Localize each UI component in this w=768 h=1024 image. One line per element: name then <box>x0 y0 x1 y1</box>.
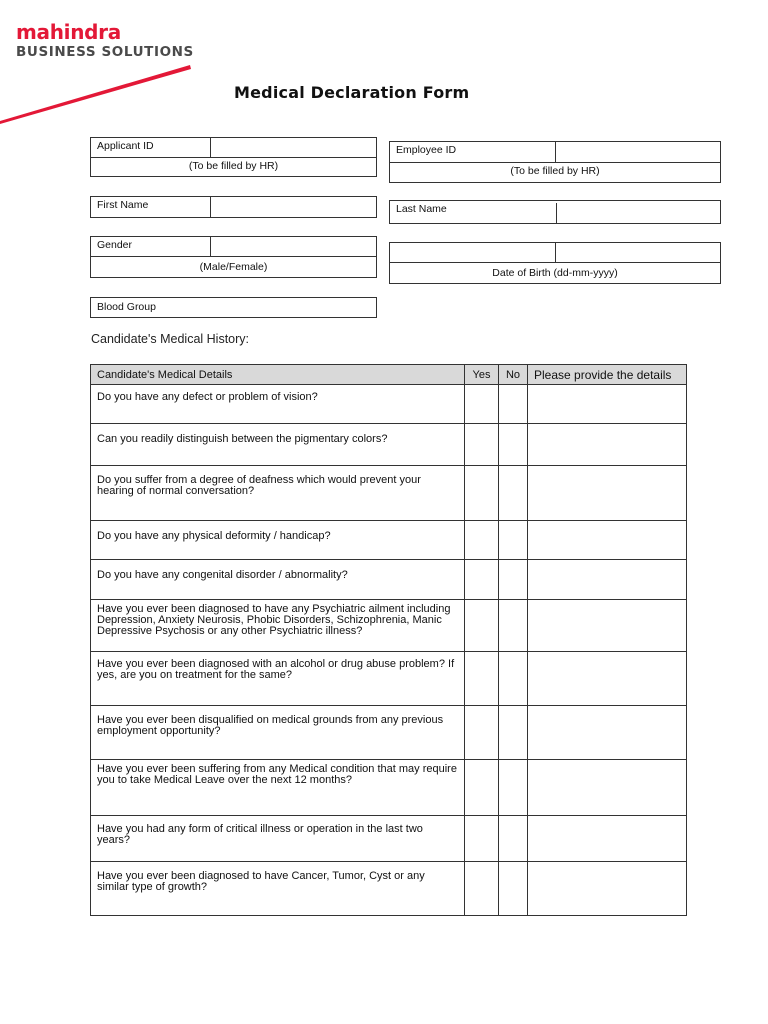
details-cell[interactable] <box>528 816 687 862</box>
table-row <box>91 466 687 521</box>
no-cell[interactable] <box>499 424 528 466</box>
header-provide-details: Please provide the details <box>528 365 687 385</box>
logo-wordmark: mahindra <box>16 20 121 44</box>
no-cell[interactable] <box>499 466 528 521</box>
no-cell[interactable] <box>499 760 528 816</box>
question-text: Have you ever been diagnosed with an alcohol or drug abuse problem? If yes, are you on treatment for the same? <box>91 652 465 706</box>
yes-cell[interactable] <box>465 706 499 760</box>
no-cell[interactable] <box>499 816 528 862</box>
applicant-id-label: Applicant ID <box>91 138 211 157</box>
details-cell[interactable] <box>528 706 687 760</box>
employee-id-label: Employee ID <box>390 142 556 162</box>
brand-swoosh-icon <box>0 60 200 130</box>
yes-cell[interactable] <box>465 600 499 652</box>
table-row <box>91 862 687 916</box>
medical-details-table <box>90 364 687 916</box>
header-no: No <box>499 365 528 385</box>
last-name-label: Last Name <box>396 203 447 215</box>
company-logo <box>16 22 194 60</box>
question-text: Do you have any defect or problem of vision? <box>91 385 465 424</box>
page-title: Medical Declaration Form <box>234 83 470 102</box>
table-row <box>91 706 687 760</box>
applicant-id-input[interactable] <box>211 138 376 157</box>
table-row <box>91 760 687 816</box>
gender-hint: (Male/Female) <box>199 261 268 273</box>
header-details: Candidate's Medical Details <box>91 365 465 385</box>
question-text: Have you had any form of critical illness or operation in the last two years? <box>91 816 465 862</box>
yes-cell[interactable] <box>465 652 499 706</box>
table-row <box>91 600 687 652</box>
table-row <box>91 521 687 560</box>
medical-history-title: Candidate's Medical History: <box>91 332 250 346</box>
table-row <box>91 385 687 424</box>
logo-division: BUSINESS SOLUTIONS <box>16 44 194 60</box>
question-text: Have you ever been suffering from any Medical condition that may require you to take Medical Leave over the next 12 months? <box>91 760 465 816</box>
details-cell[interactable] <box>528 385 687 424</box>
question-text: Have you ever been disqualified on medical grounds from any previous employment opportunity? <box>91 706 465 760</box>
details-cell[interactable] <box>528 652 687 706</box>
header-yes: Yes <box>465 365 499 385</box>
employee-id-field <box>389 141 721 183</box>
no-cell[interactable] <box>499 600 528 652</box>
no-cell[interactable] <box>499 385 528 424</box>
question-text: Have you ever been diagnosed to have any Psychiatric ailment including Depression, Anxiety Neurosis, Phobic Disorders, Schizophrenia, Manic Depressive Psychosis or any other Psychiatric illness? <box>91 600 465 652</box>
yes-cell[interactable] <box>465 521 499 560</box>
question-text: Do you have any congenital disorder / abnormality? <box>91 560 465 600</box>
yes-cell[interactable] <box>465 862 499 916</box>
table-header-row <box>91 365 687 385</box>
table-row <box>91 816 687 862</box>
table-row <box>91 560 687 600</box>
gender-field <box>90 236 377 278</box>
question-text: Have you ever been diagnosed to have Cancer, Tumor, Cyst or any similar type of growth? <box>91 862 465 916</box>
question-text: Do you suffer from a degree of deafness which would prevent your hearing of normal conversation? <box>91 466 465 521</box>
date-of-birth-hint: Date of Birth (dd-mm-yyyy) <box>492 267 618 279</box>
yes-cell[interactable] <box>465 560 499 600</box>
yes-cell[interactable] <box>465 760 499 816</box>
yes-cell[interactable] <box>465 424 499 466</box>
question-text: Do you have any physical deformity / handicap? <box>91 521 465 560</box>
no-cell[interactable] <box>499 862 528 916</box>
employee-id-hint: (To be filled by HR) <box>510 165 600 177</box>
details-cell[interactable] <box>528 424 687 466</box>
first-name-input[interactable] <box>211 197 376 217</box>
details-cell[interactable] <box>528 600 687 652</box>
yes-cell[interactable] <box>465 466 499 521</box>
last-name-field <box>389 200 721 224</box>
employee-id-input[interactable] <box>556 142 720 162</box>
last-name-input[interactable] <box>556 203 720 223</box>
table-row <box>91 652 687 706</box>
applicant-id-field <box>90 137 377 177</box>
first-name-field <box>90 196 377 218</box>
date-of-birth-field <box>389 242 721 284</box>
yes-cell[interactable] <box>465 816 499 862</box>
no-cell[interactable] <box>499 652 528 706</box>
no-cell[interactable] <box>499 706 528 760</box>
no-cell[interactable] <box>499 560 528 600</box>
gender-label: Gender <box>91 237 211 256</box>
gender-input[interactable] <box>211 237 376 256</box>
date-of-birth-label <box>390 243 556 262</box>
yes-cell[interactable] <box>465 385 499 424</box>
blood-group-label: Blood Group <box>97 301 156 313</box>
no-cell[interactable] <box>499 521 528 560</box>
question-text: Can you readily distinguish between the pigmentary colors? <box>91 424 465 466</box>
details-cell[interactable] <box>528 466 687 521</box>
details-cell[interactable] <box>528 560 687 600</box>
first-name-label: First Name <box>91 197 211 217</box>
details-cell[interactable] <box>528 760 687 816</box>
blood-group-field <box>90 297 377 318</box>
table-row <box>91 424 687 466</box>
details-cell[interactable] <box>528 521 687 560</box>
date-of-birth-input[interactable] <box>556 243 720 262</box>
details-cell[interactable] <box>528 862 687 916</box>
applicant-id-hint: (To be filled by HR) <box>188 160 279 172</box>
